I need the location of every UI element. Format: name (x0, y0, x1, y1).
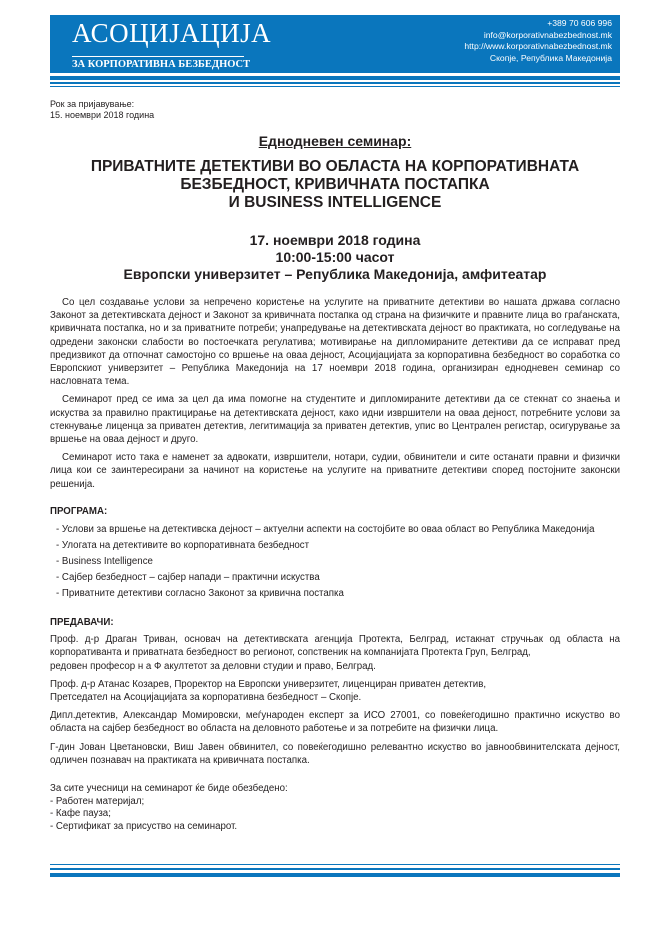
footer-stripe (50, 873, 620, 877)
program-item: - Приватните детективи согласно Законот за кривична постапка (56, 588, 344, 600)
footer-stripe (50, 864, 620, 865)
letterhead-banner (50, 15, 620, 73)
website-link[interactable]: http://www.korporativnabezbednost.mk (464, 41, 612, 51)
speaker-entry (50, 633, 620, 673)
title-line: ПРИВАТНИТЕ ДЕТЕКТИВИ ВО ОБЛАСТА НА КОРПОРАТИВНАТА (90, 158, 580, 175)
contact-block (464, 18, 612, 64)
paragraph: Семинарот исто така е наменет за адвокати, извршители, нотари, судии, обвинители и сите останати правни и физички лица кои се заинтересирани за начинот на користење на услугите на приватните детективи според постојните законски решенија. (50, 452, 620, 490)
provision-item: - Сертификат за присуство на семинарот. (50, 820, 238, 832)
phone: +389 70 606 996 (547, 18, 612, 28)
provision-item: - Кафе пауза; (50, 808, 111, 820)
speaker-entry (50, 741, 620, 767)
speaker-line: Проф. д-р Атанас Козарев, Проректор на Европски универзитет, лиценциран приватен детектив, (50, 678, 487, 690)
header-stripe (50, 82, 620, 84)
provisions-intro: За сите учесници на семинарот ќе биде обезбедено: (50, 783, 288, 795)
document-body (50, 296, 620, 833)
program-item: - Улогата на детективите во корпоративната безбедност (56, 540, 310, 552)
event-details (50, 232, 620, 283)
deadline-label: Рок за пријавување: (50, 99, 135, 109)
speaker-line: Претседател на Асоцијацијата за корпоративна безбедност – Скопје. (50, 692, 362, 704)
provisions (50, 783, 620, 833)
title-line: И BUSINESS INTELLIGENCE (228, 194, 442, 211)
registration-deadline (50, 99, 154, 121)
paragraph: Семинарот пред се има за цел да има помогне на студентите и дипломираните детективи да се стекнат со знаења и искуства за правилно практицирање на детективската дејност, како идни извршители на оваа дејност, потребните услови за стекнување лиценца за приватен детектив, легитимација за приватен детектив, упис во Централен регистар, осигурување за вршење на оваа дејност и друго. (50, 394, 620, 446)
speaker-line: Проф. д-р Драган Триван, основач на детективската агенција Протекта, Белград, истакнат стручњак од областа на корпоративанта и приватната безбедност во регионот, сопственик на компанијата Протекта Груп, Белград, (50, 634, 620, 659)
program-item: - Сајбер безбедност – сајбер напади – практични искуства (56, 572, 320, 584)
footer-stripe (50, 868, 620, 870)
program-item: - Business Intelligence (56, 556, 153, 568)
email-link[interactable]: info@korporativnabezbednost.mk (483, 29, 612, 40)
title-line: БЕЗБЕДНОСТ, КРИВИЧНАТА ПОСТАПКА (180, 176, 490, 193)
event-date: 17. ноември 2018 година (249, 232, 421, 248)
paragraph: Со цел создавање услови за непречено користење на услугите на приватните детективи во нашата држава согласно Законот за детективската дејност и Законот за кривичната постапка од страна на физичките и правните лица во граѓанската, кривичната постапка, но и за приватните потреби; унапредување на детективската дејност во практиката, но согледување на одредени законски слабости во постоечката регулатива; мотивирање на дипломираните детективи да се исправат пред предизвикот да отпочнат самостојно со вршење на оваа дејност, Асоцијацијата за корпоративна безбедност во соработка со Европскиот универзитет – Република Македонија на 17 ноември 2018 година, организиран еднодневен семинар со насловната тема. (50, 297, 620, 388)
header-stripe (50, 86, 620, 87)
speaker-line: редовен професор н а Ф акултетот за деловни студии и право, Белград. (50, 660, 376, 672)
speaker-line: Г-дин Јован Цветановски, Виш Јавен обвинител, со повеќегодишно релевантно искуство во јавнообвинителската дејност, одличен познавач на практиката на кривичната постапка. (50, 741, 620, 766)
event-venue: Европски универзитет – Република Македонија, амфитеатар (123, 266, 547, 282)
location: Скопје, Република Македонија (489, 52, 612, 63)
event-time: 10:00-15:00 часот (275, 249, 395, 265)
speakers-heading: ПРЕДАВАЧИ: (50, 617, 114, 629)
program-item: - Услови за вршење на детективска дејност – актуелни аспекти на состојбите во оваа област во Република Македонија (56, 524, 595, 536)
seminar-kicker: Еднодневен семинар: (258, 133, 412, 149)
provision-item: - Работен материјал; (50, 795, 145, 807)
logo-divider (72, 56, 244, 57)
speaker-entry (50, 709, 620, 735)
logo-subtitle: ЗА КОРПОРАТИВНА БЕЗБЕДНОСТ (72, 59, 251, 70)
header-stripe (50, 76, 620, 80)
logo-title: АСОЦИЈАЦИЈА (72, 18, 272, 48)
program-list (50, 522, 620, 602)
speaker-line: Дипл.детектив, Александар Момировски, меѓународен експерт за ИСО 27001, со повеќегодишно практично искуство во областа на сајбер безбедност во областа на деловното работење и за потребите на физички лица. (50, 710, 620, 735)
program-heading: ПРОГРАМА: (50, 505, 108, 517)
deadline-date: 15. ноември 2018 година (50, 110, 155, 120)
seminar-title (50, 158, 620, 212)
speaker-entry (50, 678, 620, 704)
